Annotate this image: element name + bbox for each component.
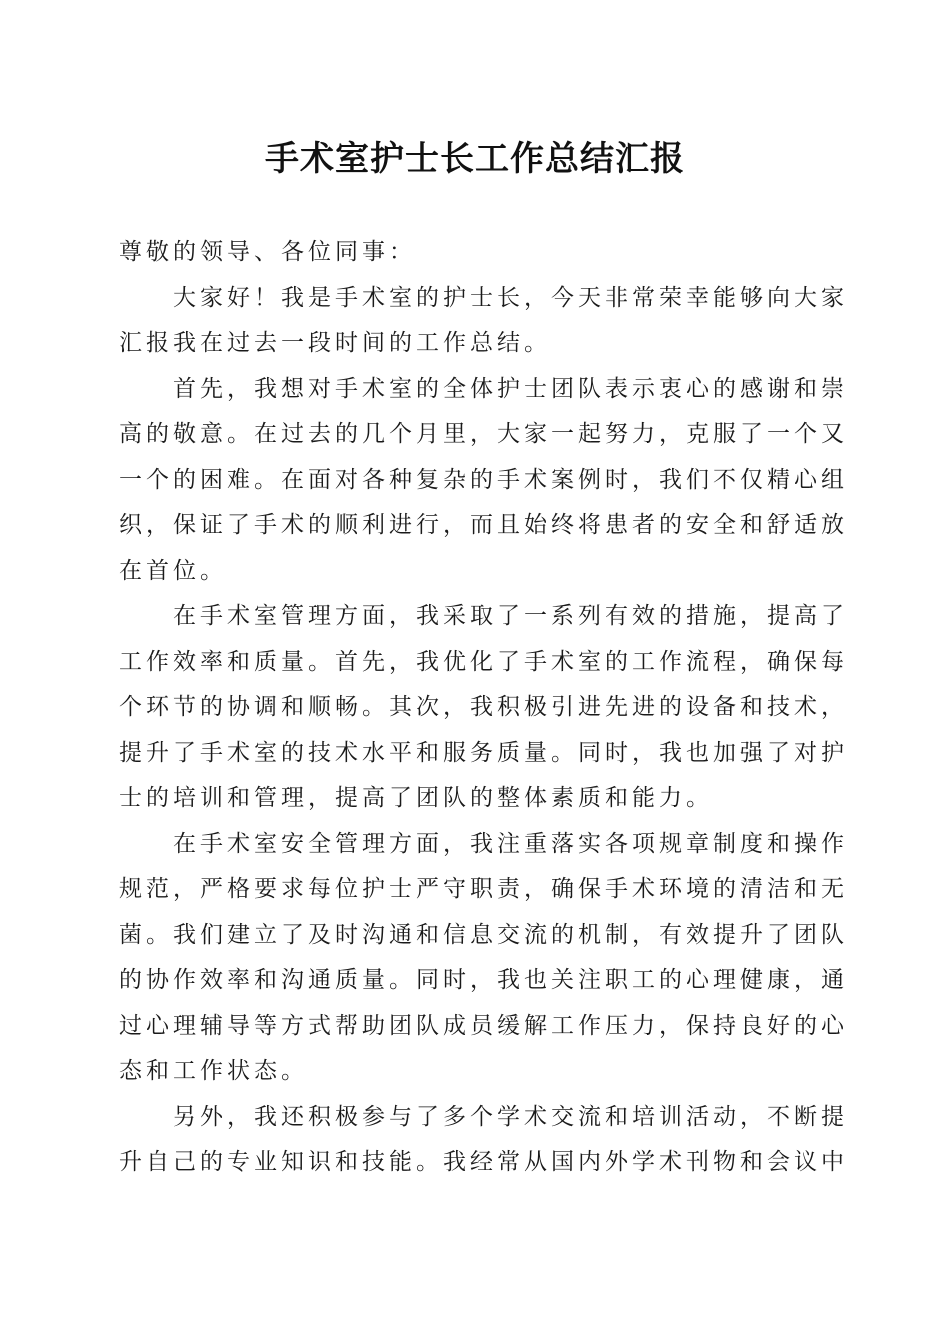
text-line: 个环节的协调和顺畅。其次，我积极引进先进的设备和技术， <box>119 694 848 720</box>
text-line: 规范，严格要求每位护士严守职责，确保手术环境的清洁和无 <box>119 876 848 902</box>
text-line: 过心理辅导等方式帮助团队成员缓解工作压力，保持良好的心 <box>119 1012 848 1039</box>
salutation <box>119 230 831 276</box>
text-line: 尊敬的领导、各位同事： <box>119 239 416 265</box>
text-line: 的协作效率和沟通质量。同时，我也关注职工的心理健康，通 <box>119 967 848 993</box>
paragraph-5 <box>119 1095 848 1186</box>
text-line: 另外，我还积极参与了多个学术交流和培训活动，不断提 <box>173 1103 848 1130</box>
paragraph-2 <box>119 367 848 595</box>
text-line: 高的敬意。在过去的几个月里，大家一起努力，克服了一个又 <box>119 421 848 447</box>
text-line: 提升了手术室的技术水平和服务质量。同时，我也加强了对护 <box>119 739 848 766</box>
paragraph-1 <box>119 276 848 367</box>
text-line: 态和工作状态。 <box>119 1058 308 1084</box>
text-line: 士的培训和管理，提高了团队的整体素质和能力。 <box>119 785 713 811</box>
text-line: 织，保证了手术的顺利进行，而且始终将患者的安全和舒适放 <box>119 512 848 538</box>
text-line: 升自己的专业知识和技能。我经常从国内外学术刊物和会议中 <box>119 1149 848 1175</box>
document-body <box>119 230 848 1186</box>
text-line: 一个的困难。在面对各种复杂的手术案例时，我们不仅精心组 <box>119 466 848 493</box>
text-line: 在手术室管理方面，我采取了一系列有效的措施，提高了 <box>173 603 848 629</box>
page-title: 手术室护士长工作总结汇报 <box>265 139 685 179</box>
text-line: 汇报我在过去一段时间的工作总结。 <box>119 330 551 356</box>
text-line: 工作效率和质量。首先，我优化了手术室的工作流程，确保每 <box>119 648 848 675</box>
paragraph-4 <box>119 822 848 1095</box>
text-line: 在首位。 <box>119 557 227 584</box>
text-line: 首先，我想对手术室的全体护士团队表示衷心的感谢和崇 <box>173 375 848 402</box>
text-line: 菌。我们建立了及时沟通和信息交流的机制，有效提升了团队 <box>119 921 848 948</box>
text-line: 在手术室安全管理方面，我注重落实各项规章制度和操作 <box>173 830 848 857</box>
paragraph-3 <box>119 594 848 822</box>
text-line: 大家好！我是手术室的护士长，今天非常荣幸能够向大家 <box>173 284 848 311</box>
